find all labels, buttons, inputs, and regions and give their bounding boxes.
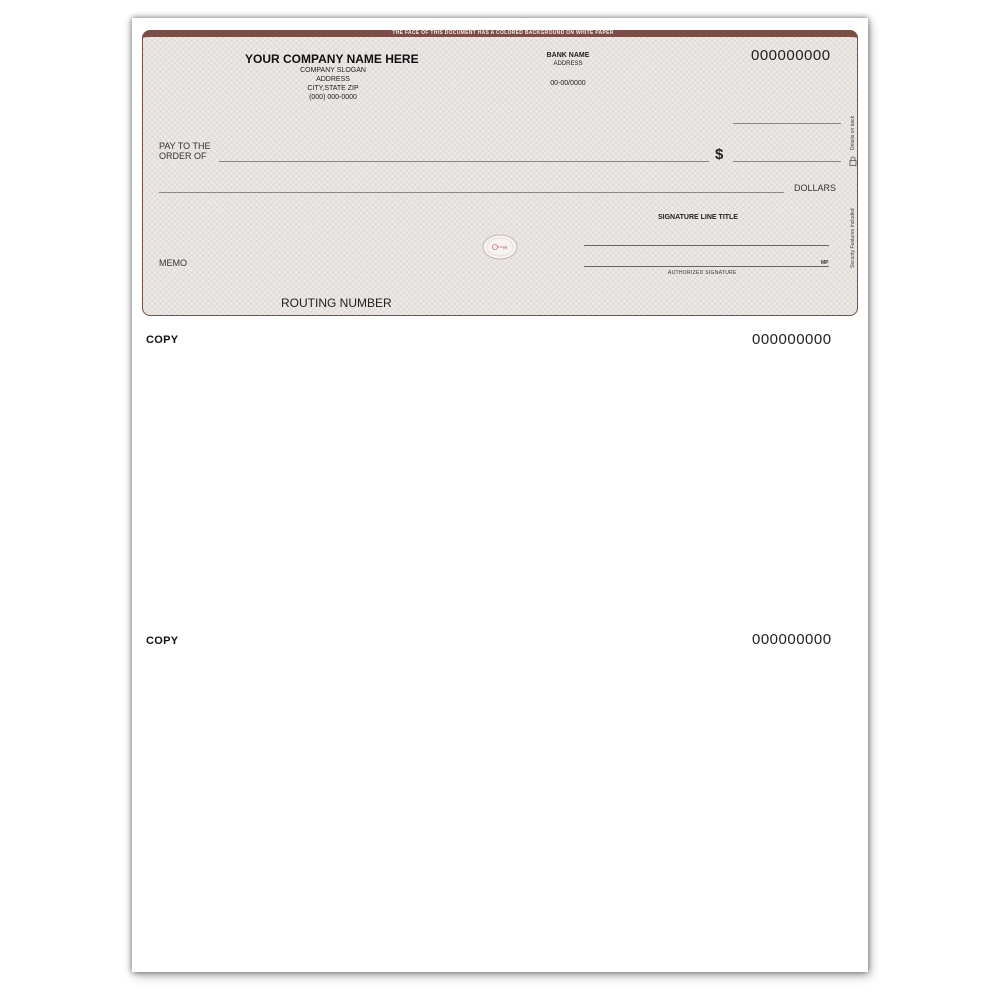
signature-line-title: SIGNATURE LINE TITLE	[658, 214, 738, 221]
security-side-strip	[848, 98, 862, 268]
dollar-sign: $	[715, 146, 724, 163]
padlock-icon	[849, 153, 857, 163]
bank-name: BANK NAME	[546, 52, 590, 59]
amount-line	[733, 161, 841, 162]
pay-to-label	[159, 141, 211, 161]
details-on-back-text: Details on back	[850, 115, 856, 150]
signature-line-1	[584, 245, 829, 246]
stub-1-copy-label: COPY	[146, 334, 179, 346]
pay-to-line2: ORDER OF	[159, 151, 207, 161]
routing-number: ROUTING NUMBER	[281, 296, 392, 310]
dollars-label: DOLLARS	[794, 183, 837, 193]
check-number: 000000000	[751, 47, 831, 64]
pay-to-line1: PAY TO THE	[159, 141, 211, 151]
security-seal-icon	[480, 232, 520, 262]
company-phone: (000) 000-0000	[309, 94, 357, 101]
bank-fraction-code: 00-00/0000	[550, 80, 586, 87]
company-city-state-zip: CITY,STATE ZIP	[307, 85, 359, 92]
stub-2-copy-label: COPY	[146, 635, 179, 647]
stub-2-check-number: 000000000	[752, 631, 832, 648]
authorized-signature-label: AUTHORIZED SIGNATURE	[668, 270, 737, 276]
check-banner: THE FACE OF THIS DOCUMENT HAS A COLORED BACKGROUND ON WHITE PAPER	[392, 30, 614, 36]
memo-label: MEMO	[159, 258, 187, 268]
security-features-text: Security Features Included	[850, 208, 856, 268]
memo-line	[195, 268, 435, 269]
bank-address: ADDRESS	[553, 61, 583, 67]
payee-line	[219, 161, 709, 162]
company-slogan: COMPANY SLOGAN	[300, 67, 366, 74]
stub-1-check-number: 000000000	[752, 331, 832, 348]
check-sheet	[132, 18, 868, 972]
written-amount-line	[159, 192, 784, 193]
company-name: YOUR COMPANY NAME HERE	[245, 52, 419, 66]
mp-security-label: MP	[821, 260, 829, 266]
company-address: ADDRESS	[316, 76, 350, 83]
date-line	[733, 123, 841, 124]
signature-line-2	[584, 266, 829, 267]
check-face	[142, 30, 858, 316]
